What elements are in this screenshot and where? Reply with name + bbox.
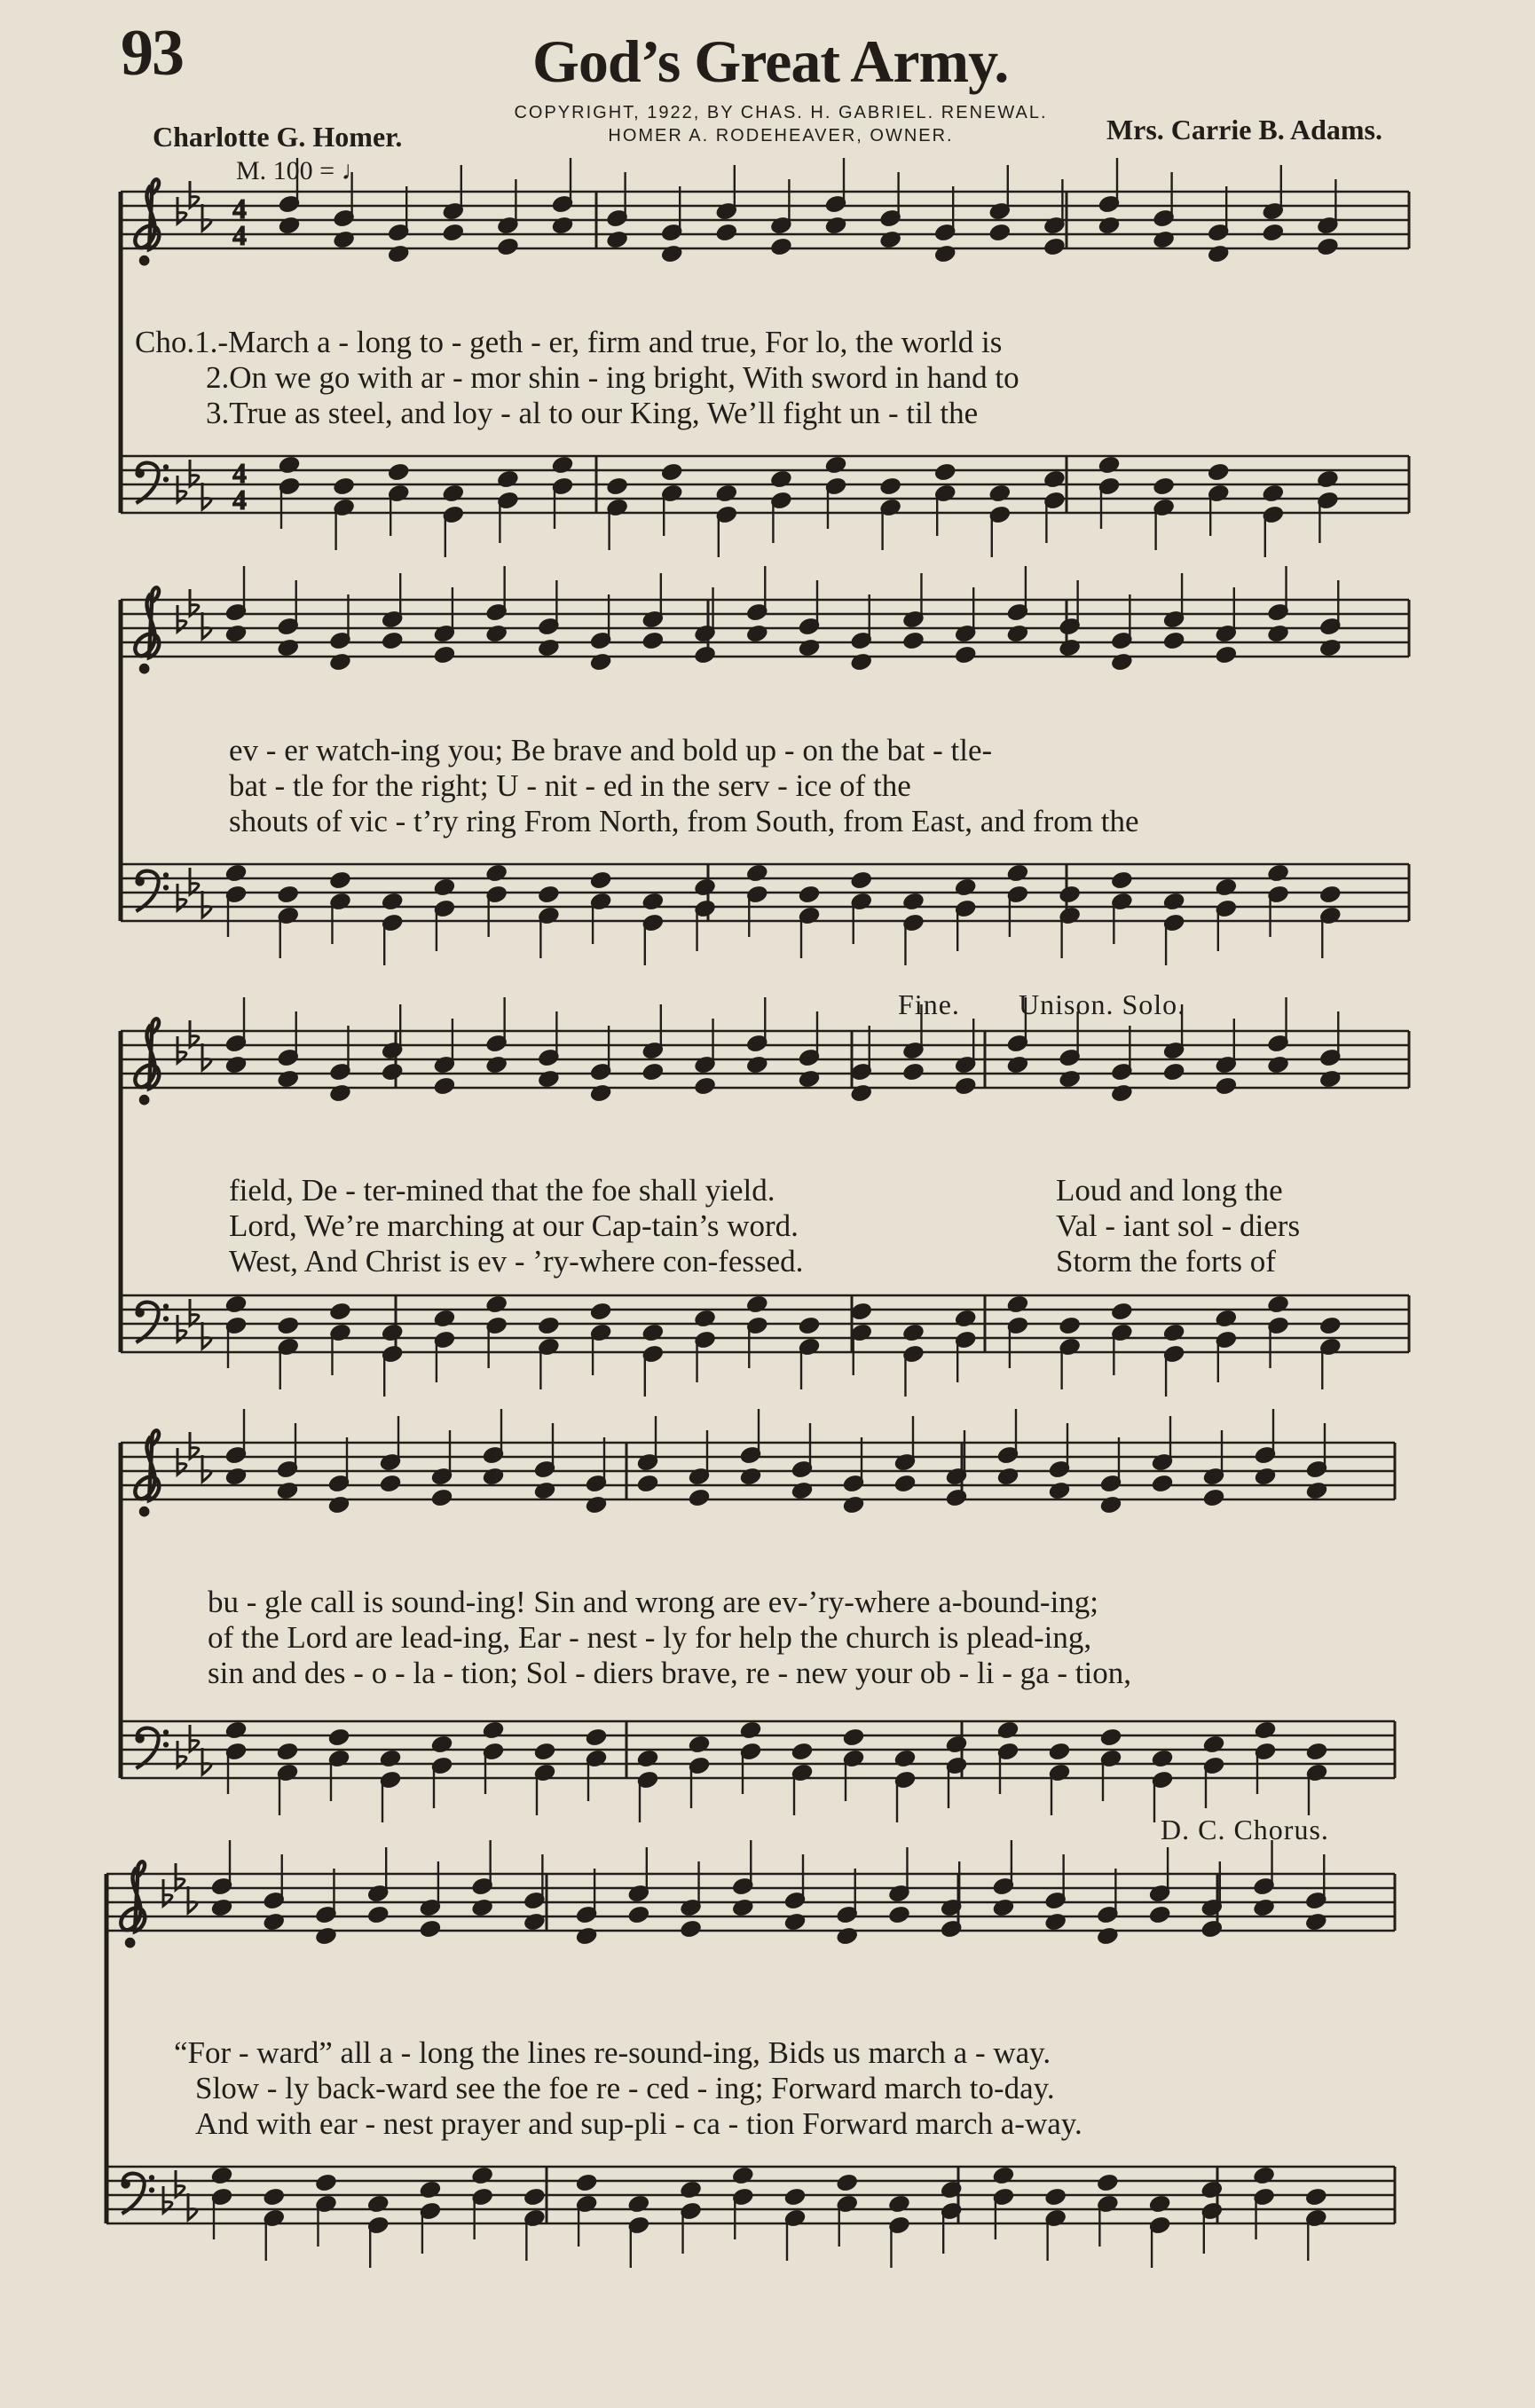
lyric-system-4-line-1: bu - gle call is sound-ing! Sin and wrong are ev-’ry-where a-bound-ing; xyxy=(208,1585,1099,1619)
lyric-system-1-line-2: 2.On we go with ar - mor shin - ing bright, With sword in hand to xyxy=(206,360,1019,395)
lyricist-credit: Charlotte G. Homer. xyxy=(153,121,403,153)
dc-chorus-marking: D. C. Chorus. xyxy=(1161,1814,1329,1845)
svg-text:4: 4 xyxy=(232,219,247,251)
svg-text:4: 4 xyxy=(232,457,247,489)
lyric-system-3-right-line-2: Val - iant sol - diers xyxy=(1056,1208,1301,1243)
unison-solo-marking: Unison. Solo. xyxy=(1019,988,1186,1020)
lyric-system-4-line-3: sin and des - o - la - tion; Sol - diers brave, re - new your ob - li - ga - tion, xyxy=(208,1656,1131,1690)
composer-credit: Mrs. Carrie B. Adams. xyxy=(1106,114,1382,146)
copyright-line-1: COPYRIGHT, 1922, BY CHAS. H. GABRIEL. RENEWAL. xyxy=(514,103,1048,122)
fine-marking: Fine. xyxy=(898,988,960,1020)
lyric-system-3-right-line-3: Storm the forts of xyxy=(1056,1244,1276,1279)
lyric-system-2-line-3: shouts of vic - t’ry ring From North, from South, from East, and from the xyxy=(229,804,1139,838)
lyric-system-1-line-1: Cho.1.-March a - long to - geth - er, firm and true, For lo, the world is xyxy=(135,325,1003,359)
lyric-system-5-line-2: Slow - ly back-ward see the foe re - ced - ing; Forward march to-day. xyxy=(195,2071,1055,2105)
svg-text:4: 4 xyxy=(232,193,247,224)
lyric-system-5-line-3: And with ear - nest prayer and sup-pli - ca - tion Forward march a-way. xyxy=(195,2106,1082,2141)
tempo-marking: M. 100 = ♩ xyxy=(236,156,368,185)
lyric-system-4-line-2: of the Lord are lead-ing, Ear - nest - ly for help the church is plead-ing, xyxy=(208,1620,1092,1655)
hymn-title: God’s Great Army. xyxy=(532,28,1009,95)
hymn-number: 93 xyxy=(121,17,183,90)
lyric-system-3-line-1: field, De - ter-mined that the foe shall yield. xyxy=(229,1173,775,1208)
lyric-system-1-line-3: 3.True as steel, and loy - al to our King, We’ll fight un - til the xyxy=(206,396,979,430)
lyric-system-2-line-2: bat - tle for the right; U - nit - ed in the serv - ice of the xyxy=(229,768,911,803)
copyright-line-2: HOMER A. RODEHEAVER, OWNER. xyxy=(608,126,954,146)
svg-text:4: 4 xyxy=(232,484,247,515)
lyric-system-2-line-1: ev - er watch-ing you; Be brave and bold up - on the bat - tle- xyxy=(229,733,993,767)
lyric-system-3-right-line-1: Loud and long the xyxy=(1056,1173,1283,1208)
lyric-system-3-line-2: Lord, We’re marching at our Cap-tain’s word. xyxy=(229,1208,799,1243)
lyric-system-5-line-1: “For - ward” all a - long the lines re-sound-ing, Bids us march a - way. xyxy=(174,2035,1051,2070)
lyric-system-3-line-3: West, And Christ is ev - ’ry-where con-fessed. xyxy=(229,1244,804,1279)
